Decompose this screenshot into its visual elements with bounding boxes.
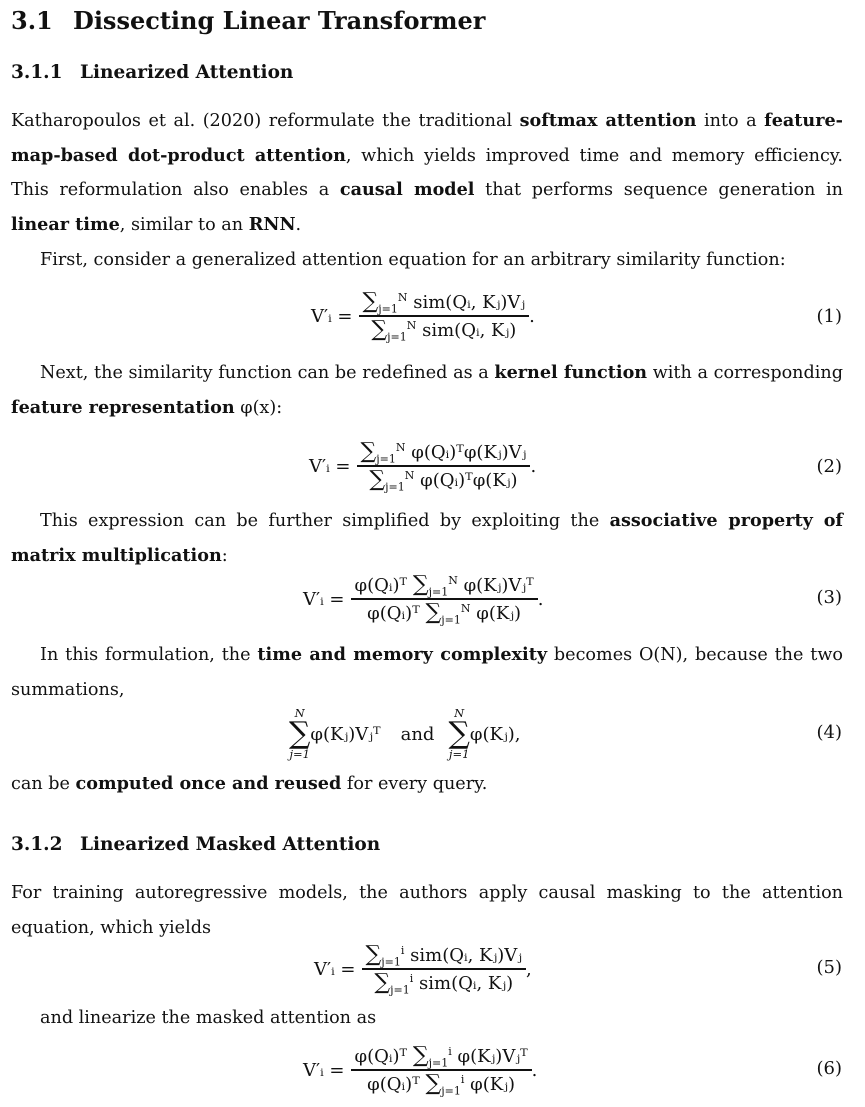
equation-4: N ∑ j=1 φ(Kⱼ)Vⱼᵀ and N ∑ j=1 φ(Kⱼ), (4) (289, 705, 842, 761)
subsection-heading-2 (11, 834, 380, 855)
equation-number: (1) (816, 306, 842, 327)
equation-number: (6) (816, 1058, 842, 1079)
equation-number: (4) (816, 722, 842, 743)
equation-6: V′ᵢ = $\frac{\varphi(Qᵢ)ᵀ \sum_{j=1}^i \varphi(Kⱼ)Vⱼᵀ}{\varphi(Qᵢ)ᵀ \sum_{j=1}^i \varphi(Kⱼ)}$ . (6) (303, 1042, 842, 1098)
section-heading (11, 6, 485, 35)
equation-number: (2) (816, 456, 842, 477)
section-title: Dissecting Linear Transformer (73, 6, 486, 35)
subsection-title: Linearized Masked Attention (80, 834, 381, 855)
subsection-number: 3.1.2 (11, 834, 63, 855)
equation-numerator: sim(Qᵢ, Kⱼ)Vⱼ (413, 291, 526, 313)
subsection-heading-1 (11, 62, 293, 83)
equation-1: V′ᵢ = $\frac{\sum_{j=1}^N sim(Qᵢ, Kⱼ)Vⱼ}{\sum_{j=1}^N sim(Qᵢ, Kⱼ)}$ . (1) (311, 288, 842, 344)
linearize-paragraph: and linearize the masked attention as (40, 1008, 377, 1028)
simplify-paragraph: This expression can be further simplified by exploiting the associative property of matrix multiplication: (11, 510, 843, 566)
equation-3: V′ᵢ = $\frac{\varphi(Qᵢ)ᵀ \sum_{j=1}^N \varphi(Kⱼ)Vⱼᵀ}{\varphi(Qᵢ)ᵀ \sum_{j=1}^N \varphi(Kⱼ)}$ . (3) (303, 571, 842, 627)
next-paragraph: Next, the similarity function can be redefined as a kernel function with a corresponding feature representation φ(x): (11, 362, 843, 418)
subsection-title: Linearized Attention (80, 62, 294, 83)
first-paragraph: First, consider a generalized attention equation for an arbitrary similarity function: (40, 250, 786, 270)
equation-number: (3) (816, 587, 842, 608)
complexity-paragraph: In this formulation, the time and memory complexity becomes O(N), because the two summations, (11, 644, 843, 700)
intro-paragraph: Katharopoulos et al. (2020) reformulate the traditional softmax attention into a feature-map-based dot-product attention, which yields improved time and memory efficiency. This reformulation also enables a causal model that performs sequence generation in linear time, similar to an RNN. (11, 110, 843, 235)
equation-5: V′ᵢ = $\frac{\sum_{j=1}^i sim(Qᵢ, Kⱼ)Vⱼ}{\sum_{j=1}^i sim(Qᵢ, Kⱼ)}$ , (5) (314, 941, 842, 997)
equation-lhs: V′ᵢ = (311, 305, 353, 327)
equation-denominator: sim(Qᵢ, Kⱼ) (422, 319, 517, 341)
section-number: 3.1 (11, 6, 53, 35)
training-paragraph: For training autoregressive models, the authors apply causal masking to the attention equation, which yields (11, 883, 843, 938)
equation-2: V′ᵢ = $\frac{\sum_{j=1}^N \varphi(Qᵢ)ᵀ\varphi(Kⱼ)Vⱼ}{\sum_{j=1}^N \varphi(Qᵢ)ᵀ\varphi(Kⱼ)}$ . (2) (309, 438, 842, 494)
reuse-paragraph: can be computed once and reused for every query. (11, 773, 488, 794)
subsection-number: 3.1.1 (11, 62, 63, 83)
equation-number: (5) (816, 957, 842, 978)
